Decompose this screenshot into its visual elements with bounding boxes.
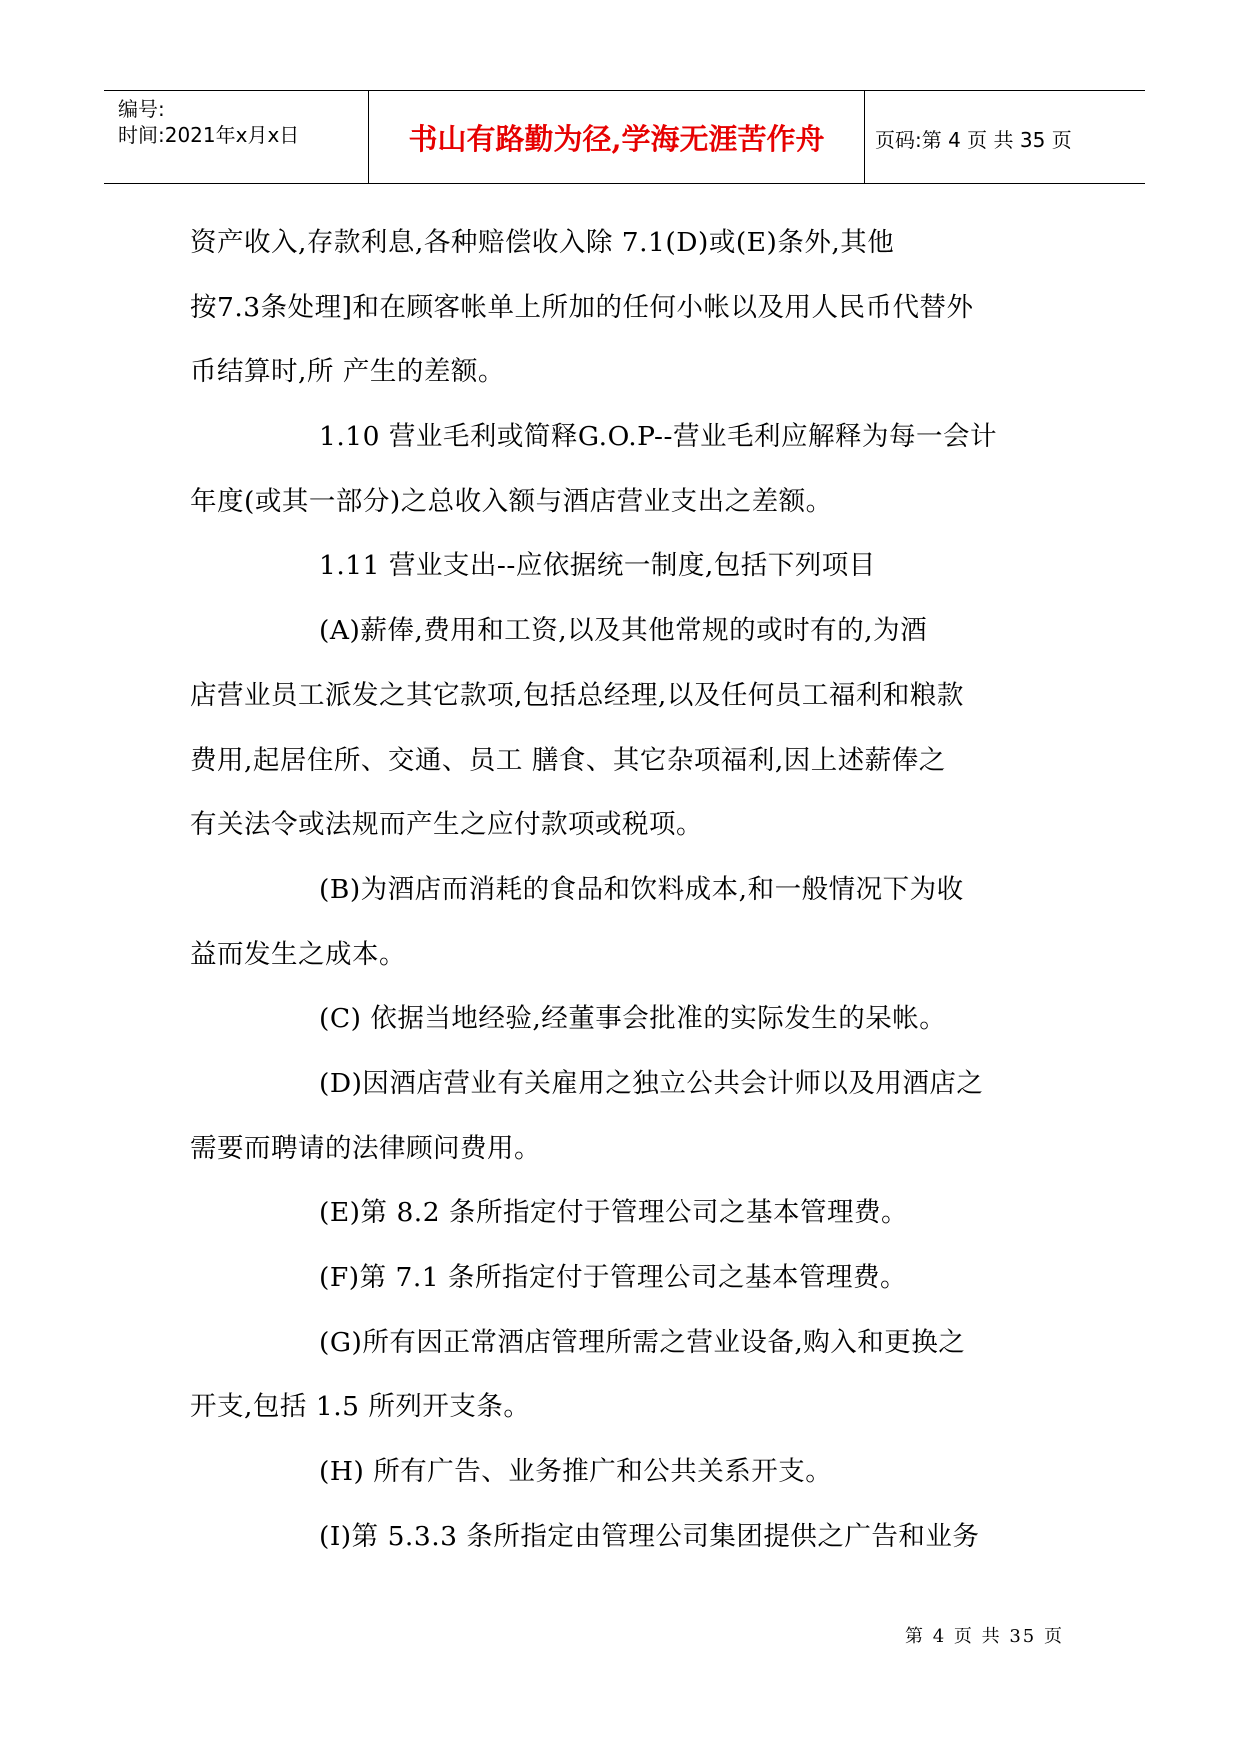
body-line: (G)所有因正常酒店管理所需之营业设备,购入和更换之 [319,1326,966,1358]
body-line: 费用,起居住所、交通、员工 膳食、其它杂项福利,因上述薪俸之 [190,744,946,776]
body-line: 店营业员工派发之其它款项,包括总经理,以及任何员工福利和粮款 [190,679,964,711]
body-line: 按7.3条处理]和在顾客帐单上所加的任何小帐以及用人民币代替外 [190,291,974,323]
body-line: 资产收入,存款利息,各种赔偿收入除 7.1(D)或(E)条外,其他 [190,227,895,258]
header-page-number: 页码:第 4 页 共 35 页 [875,128,1072,152]
body-line: (E)第 8.2 条所指定付于管理公司之基本管理费。 [319,1197,909,1229]
body-line: (A)薪俸,费用和工资,以及其他常规的或时有的,为酒 [319,615,928,647]
time-label: 时间:2021年x月x日 [118,123,300,147]
document-body [190,218,1060,1576]
header-motto: 书山有路勤为径,学海无涯苦作舟 [408,122,825,156]
body-line: 益而发生之成本。 [190,938,406,970]
body-line: 1.10 营业毛利或简释G.O.P--营业毛利应解释为每一会计 [319,421,997,453]
header-right-cell [865,91,1145,183]
body-line: 有关法令或法规而产生之应付款项或税项。 [190,809,703,841]
body-line: (F)第 7.1 条所指定付于管理公司之基本管理费。 [319,1262,908,1293]
page-footer: 第 4 页 共 35 页 [905,1626,1064,1647]
body-line: 开支,包括 1.5 所列开支条。 [190,1391,531,1423]
body-line: 1.11 营业支出--应依据统一制度,包括下列项目 [319,550,876,582]
body-line: (H) 所有广告、业务推广和公共关系开支。 [319,1456,833,1488]
body-line: (C) 依据当地经验,经董事会批准的实际发生的呆帐。 [319,1003,947,1035]
body-line: 年度(或其一部分)之总收入额与酒店营业支出之差额。 [190,485,833,517]
body-line: (I)第 5.3.3 条所指定由管理公司集团提供之广告和业务 [319,1520,980,1552]
header-left-cell [104,91,369,183]
header-middle-cell [369,91,865,183]
body-line: 需要而聘请的法律顾问费用。 [190,1132,541,1164]
body-line: (B)为酒店而消耗的食品和饮料成本,和一般情况下为收 [319,873,964,905]
page-header [104,90,1145,184]
serial-number-label: 编号: [118,97,165,121]
body-line: (D)因酒店营业有关雇用之独立公共会计师以及用酒店之 [319,1067,984,1099]
body-line: 币结算时,所 产生的差额。 [190,356,505,388]
